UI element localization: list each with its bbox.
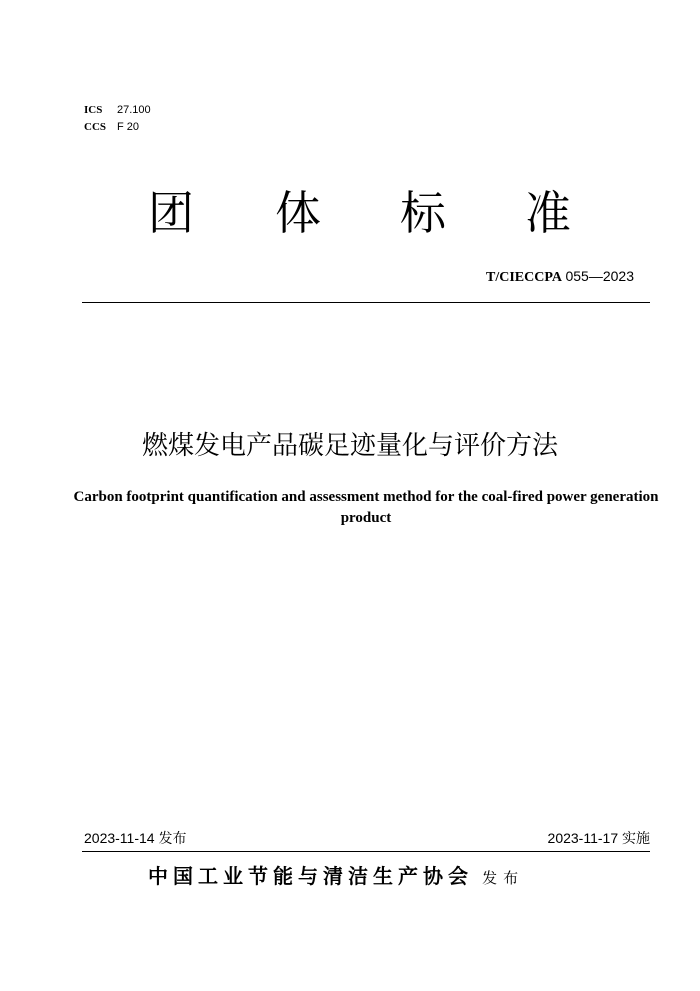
standard-number-value: 055—2023 bbox=[565, 268, 634, 284]
publish-date: 2023-11-14 发布 bbox=[84, 830, 187, 846]
ccs-value: F 20 bbox=[117, 121, 140, 133]
standard-type-char: 准 bbox=[525, 186, 571, 240]
ics-value: 27.100 bbox=[117, 104, 151, 116]
ccs-line bbox=[84, 119, 139, 136]
ics-label: ICS bbox=[84, 104, 103, 116]
standard-type-char: 体 bbox=[275, 186, 321, 240]
publisher-name: 中国工业节能与清洁生产协会 bbox=[148, 864, 473, 888]
ics-line bbox=[84, 102, 151, 119]
publisher bbox=[148, 860, 524, 889]
standard-type-heading bbox=[0, 185, 700, 245]
implement-date: 2023-11-17 实施 bbox=[547, 830, 650, 846]
publisher-suffix: 发布 bbox=[482, 869, 525, 887]
standard-type-char: 团 bbox=[148, 186, 194, 240]
standard-number-prefix: T/CIECCPA bbox=[486, 270, 562, 285]
ccs-label: CCS bbox=[84, 121, 107, 133]
title-english: Carbon footprint quantification and assessment method for the coal-fired power generation product bbox=[73, 489, 659, 526]
standard-type-char: 标 bbox=[400, 186, 446, 240]
header-divider bbox=[82, 302, 650, 303]
title-chinese: 燃煤发电产品碳足迹量化与评价方法 bbox=[141, 431, 558, 461]
footer-divider bbox=[82, 851, 650, 852]
standard-number bbox=[486, 268, 634, 286]
